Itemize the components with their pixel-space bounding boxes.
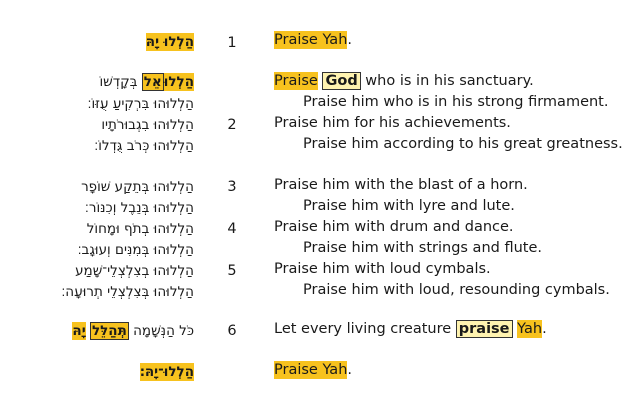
hebrew-highlight: הַלְלוּ־יָהּ׃ <box>139 364 194 380</box>
verse-number: 2 <box>227 117 237 133</box>
english-line: Praise God who is in his sanctuary. <box>274 73 534 89</box>
hebrew-line: הַלְלוּהוּ כְּרֹב גֻּדְלוֹ׃ <box>94 138 194 154</box>
hebrew-line: הַלְלוּאֵל בְּקָדְשׁוֹ <box>99 74 194 90</box>
hebrew-line: הַלְלוּהוּ בְּתֵקַע שׁוֹפָר <box>81 179 194 195</box>
english-line: Let every living creature praise Yah. <box>274 321 547 337</box>
hebrew-highlight: הַלְלוּ יָהּ <box>145 34 194 50</box>
hebrew-line: הַלְלוּהוּ בְּצִלְצְלֵי תְרוּעָה׃ <box>61 284 194 300</box>
hebrew-line <box>146 34 194 50</box>
english-line: Praise him with strings and flute. <box>303 240 542 256</box>
hebrew-highlight: יָהּ <box>72 323 86 339</box>
english-line: Praise him according to his great greatness. <box>303 136 623 152</box>
hebrew-line: הַלְלוּהוּ בִּרְקִיעַ עֻזּוֹ׃ <box>87 96 194 112</box>
english-boxed-word: praise <box>456 320 513 338</box>
hebrew-highlight: הַלְלוּ <box>163 74 194 90</box>
verse-number: 4 <box>227 221 237 237</box>
verse-number: 5 <box>227 263 237 279</box>
hebrew-line <box>140 364 194 380</box>
english-line: Praise him with drum and dance. <box>274 219 514 235</box>
hebrew-boxed-word: אֵל <box>143 74 162 90</box>
verse-number: 3 <box>227 179 237 195</box>
english-highlight: Praise Yah <box>274 32 348 48</box>
english-line: Praise Yah. <box>274 362 352 378</box>
english-line: Praise him with the blast of a horn. <box>274 177 528 193</box>
english-highlight: Yah <box>517 321 543 337</box>
hebrew-line: הַלְלוּהוּ בְצִלְצְלֵי־שָׁמַע <box>75 263 194 279</box>
verse-number: 1 <box>227 35 237 51</box>
english-highlight: Praise Yah <box>274 362 348 378</box>
english-line: Praise him with loud cymbals. <box>274 261 491 277</box>
verse-number: 6 <box>227 323 237 339</box>
hebrew-line: כֹּל הַנְּשָׁמָה תְּהַלֵּל יָהּ <box>72 323 194 339</box>
english-line: Praise him who is in his strong firmament. <box>303 94 609 110</box>
english-line: Praise him with loud, resounding cymbals. <box>303 282 610 298</box>
hebrew-line: הַלְלוּהוּ בְּנֵבֶל וְכִנּוֹר׃ <box>84 200 194 216</box>
hebrew-line: הַלְלוּהוּ בְתֹף וּמָחוֹל <box>86 221 194 237</box>
hebrew-line: הַלְלוּהוּ בְּמִנִּים וְעוּגָב׃ <box>77 242 194 258</box>
english-boxed-word: God <box>322 72 360 90</box>
english-line: Praise Yah. <box>274 32 352 48</box>
english-line: Praise him for his achievements. <box>274 115 511 131</box>
english-line: Praise him with lyre and lute. <box>303 198 515 214</box>
hebrew-boxed-word: תְּהַלֵּל <box>91 323 127 339</box>
hebrew-line: הַלְלוּהוּ בִגְבוּרֹתָיו <box>101 117 194 133</box>
english-highlight: Praise <box>274 73 318 89</box>
